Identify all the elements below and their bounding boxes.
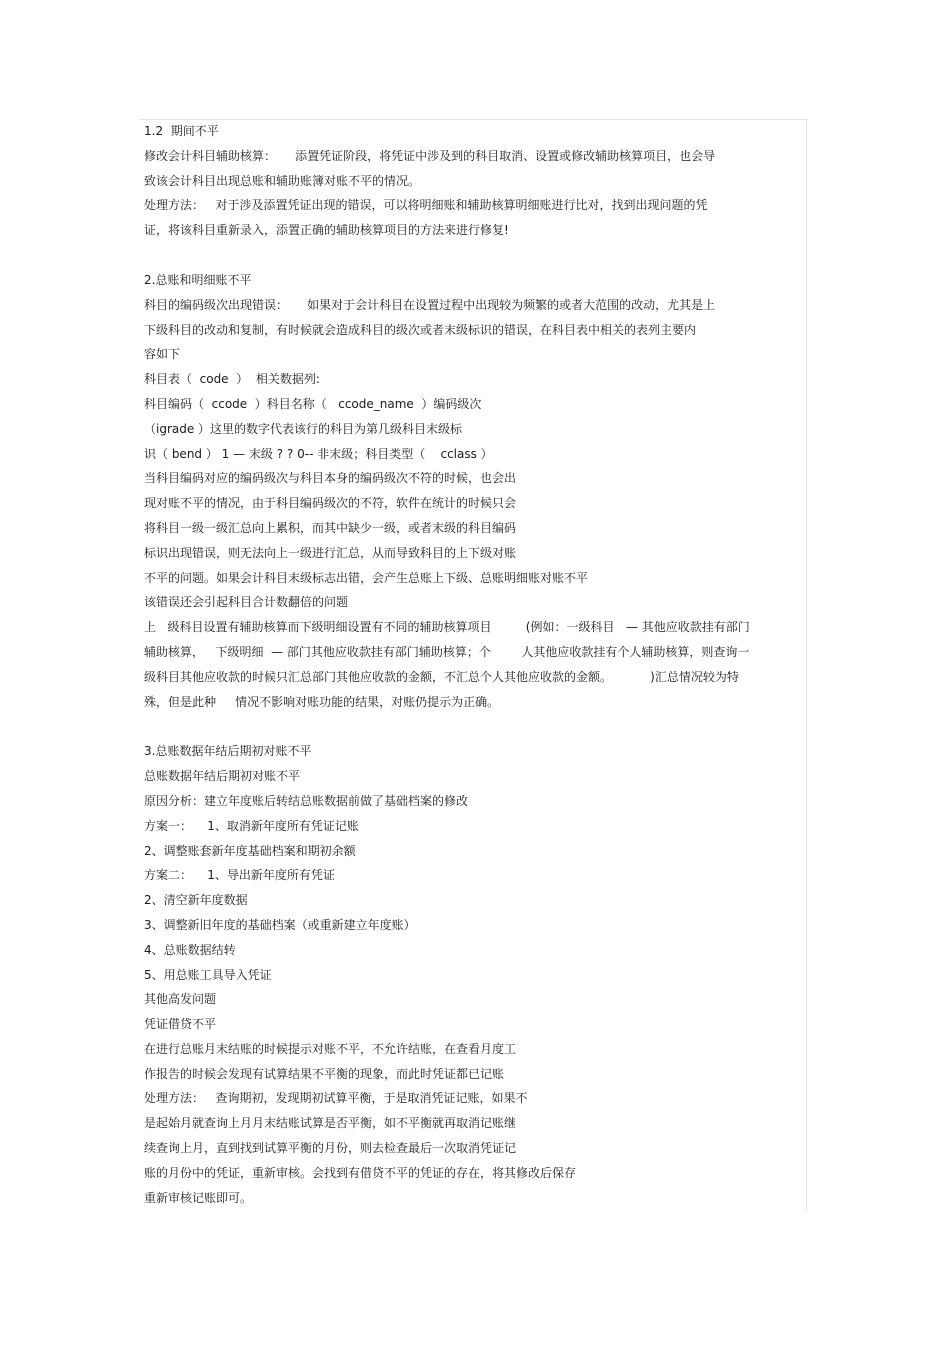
paragraph-line: 将科目一级一级汇总向上累积，而其中缺少一级，或者末级的科目编码 <box>144 520 517 535</box>
paragraph-line: 在进行总账月末结账的时候提示对账不平，不允许结账，在查看月度工 <box>144 1041 517 1056</box>
paragraph-line: 作报告的时候会发现有试算结果不平衡的现象，而此时凭证都已记账 <box>144 1066 505 1081</box>
paragraph-line: （igrade ）这里的数字代表该行的科目为第几级科目末级标 <box>144 421 463 436</box>
paragraph-line: 当科目编码对应的编码级次与科目本身的编码级次不符的时候，也会出 <box>144 471 517 486</box>
paragraph-line: 标识出现错误，则无法向上一级进行汇总，从而导致科目的上下级对账 <box>144 545 517 560</box>
paragraph-line: 凭证借贷不平 <box>144 1017 217 1032</box>
paragraph-line: 科目编码（ ccode ）科目名称（ ccode_name ）编码级次 <box>144 396 482 411</box>
paragraph-line: 方案一： 1、取消新年度所有凭证记账 <box>144 818 359 833</box>
paragraph-line: 4、总账数据结转 <box>144 942 236 957</box>
paragraph-line: 2、调整账套新年度基础档案和期初余额 <box>144 843 356 858</box>
paragraph-line: 科目的编码级次出现错误： 如果对于会计科目在设置过程中出现较为频繁的或者大范围的改动，尤其是上 <box>144 297 716 312</box>
document-body <box>144 119 804 1210</box>
paragraph-line: 下级科目的改动和复制，有时候就会造成科目的级次或者末级标识的错误，在科目表中相关的表列主要内 <box>144 322 697 337</box>
paragraph-line: 处理方法： 查询期初，发现期初试算平衡，于是取消凭证记账，如果不 <box>144 1091 528 1106</box>
paragraph-line: 重新审核记账即可。 <box>144 1190 253 1205</box>
paragraph-line: 现对账不平的情况，由于科目编码级次的不符，软件在统计的时候只会 <box>144 496 517 511</box>
paragraph-line: 续查询上月，直到找到试算平衡的月份，则去检查最后一次取消凭证记 <box>144 1141 517 1156</box>
paragraph-line: 科目表（ code ） 相关数据列: <box>144 372 320 387</box>
paragraph-line: 殊，但是此种 情况不影响对账功能的结果，对账仍提示为正确。 <box>144 694 500 709</box>
section-period-imbalance <box>144 119 804 243</box>
section-spacer <box>144 714 804 739</box>
paragraph-line: 容如下 <box>144 347 181 362</box>
section-heading: 2.总账和明细账不平 <box>144 272 252 287</box>
paragraph-line: 总账数据年结后期初对账不平 <box>144 769 301 784</box>
paragraph-line: 证，将该科目重新录入，添置正确的辅助核算项目的方法来进行修复! <box>144 223 509 238</box>
section-year-end-opening-imbalance <box>144 739 804 1210</box>
paragraph-line: 3、调整新旧年度的基础档案（或重新建立年度账） <box>144 917 416 932</box>
page-border-right <box>806 119 807 1211</box>
section-ledger-detail-imbalance <box>144 268 804 714</box>
paragraph-line: 账的月份中的凭证，重新审核。会找到有借贷不平的凭证的存在，将其修改后保存 <box>144 1165 577 1180</box>
paragraph-line: 辅助核算， 下级明细 — 部门其他应收款挂有部门辅助核算；个 人其他应收款挂有个人辅助核算，则查询一 <box>144 644 750 659</box>
paragraph-line: 该错误还会引起科目合计数翻倍的问题 <box>144 595 349 610</box>
paragraph-line: 上 级科目设置有辅助核算而下级明细设置有不同的辅助核算项目 (例如：一级科目 — 其他应收款挂有部门 <box>144 620 750 635</box>
paragraph-line: 不平的问题。如果会计科目末级标志出错，会产生总账上下级、总账明细账对账不平 <box>144 570 589 585</box>
paragraph-line: 方案二： 1、导出新年度所有凭证 <box>144 868 335 883</box>
paragraph-line: 是起始月就查询上月月末结账试算是否平衡，如不平衡就再取消记账继 <box>144 1116 517 1131</box>
paragraph-line: 级科目其他应收款的时候只汇总部门其他应收款的金额，不汇总个人其他应收款的金额。 )汇总情况较为特 <box>144 669 739 684</box>
paragraph-line: 原因分析：建立年度账后转结总账数据前做了基础档案的修改 <box>144 793 469 808</box>
paragraph-line: 5、用总账工具导入凭证 <box>144 967 272 982</box>
section-spacer <box>144 243 804 268</box>
paragraph-line: 其他高发问题 <box>144 992 217 1007</box>
paragraph-line: 处理方法： 对于涉及添置凭证出现的错误，可以将明细账和辅助核算明细账进行比对，找到出现问题的凭 <box>144 198 708 213</box>
section-heading: 1.2 期间不平 <box>144 124 219 138</box>
paragraph-line: 2、清空新年度数据 <box>144 893 248 908</box>
section-heading: 3.总账数据年结后期初对账不平 <box>144 744 312 759</box>
paragraph-line: 致该会计科目出现总账和辅助账簿对账不平的情况。 <box>144 173 421 188</box>
paragraph-line: 识（ bend ） 1 — 末级 ? ? 0-- 非末级；科目类型（ cclass ） <box>144 446 493 461</box>
paragraph-line: 修改会计科目辅助核算： 添置凭证阶段，将凭证中涉及到的科目取消、设置或修改辅助核算项目，也会导 <box>144 148 716 163</box>
